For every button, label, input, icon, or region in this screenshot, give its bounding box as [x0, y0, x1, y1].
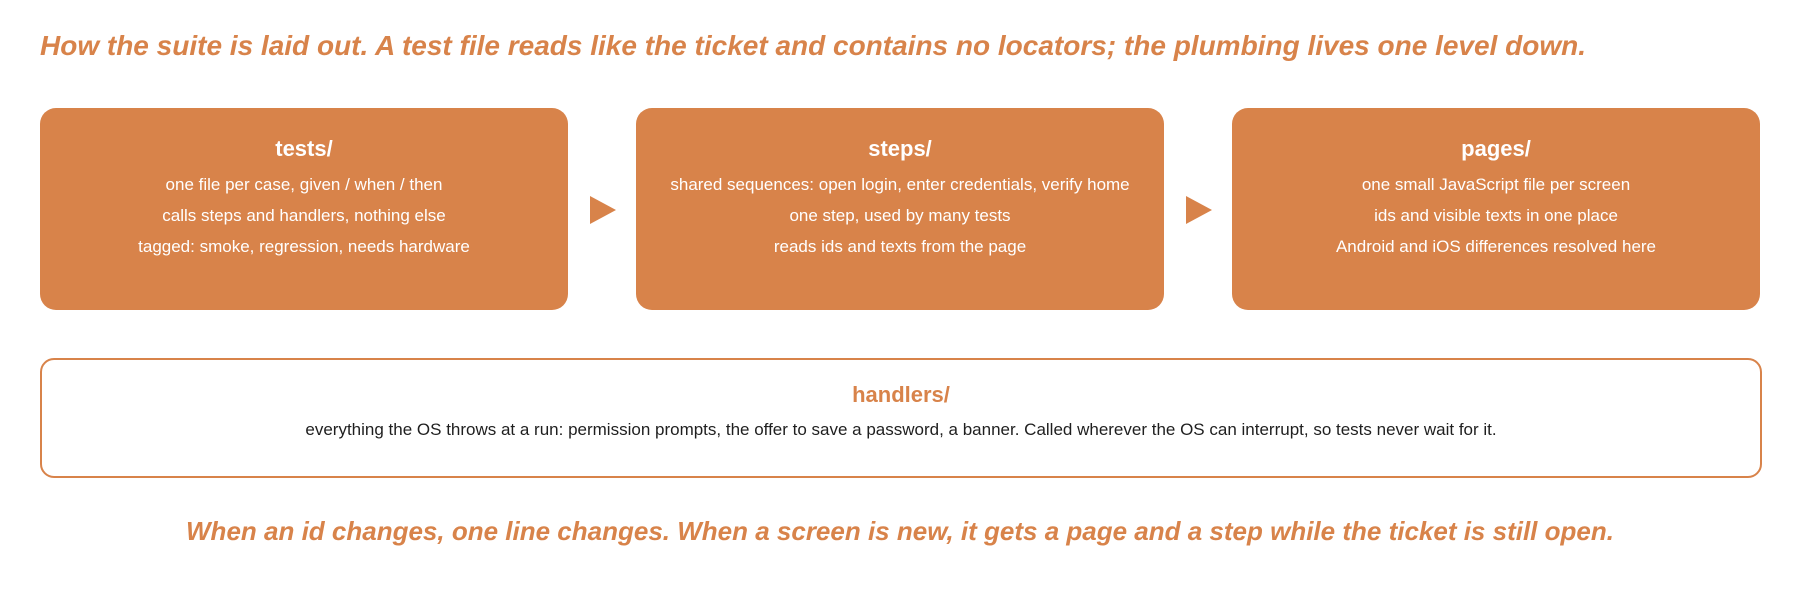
pages-box-line: ids and visible texts in one place: [1374, 206, 1618, 225]
pages-box-line: Android and iOS differences resolved here: [1335, 237, 1657, 256]
steps-box-title: steps/: [868, 136, 932, 161]
handlers-box-text: everything the OS throws at a run: permission prompts, the offer to save a password, a banner. Called wherever the OS can interrupt, so tests never wait for it.: [305, 420, 1497, 439]
pages-box-title: pages/: [1461, 136, 1531, 161]
footer-note: When an id changes, one line changes. When a screen is new, it gets a page and a step while the ticket is still open.: [186, 516, 1614, 546]
headline: How the suite is laid out. A test file reads like the ticket and contains no locators; the plumbing lives one level down.: [40, 30, 1586, 61]
pages-box: [1232, 108, 1760, 310]
pages-box-line: one small JavaScript file per screen: [1361, 175, 1631, 194]
steps-box-line: one step, used by many tests: [789, 206, 1011, 225]
tests-box-line: one file per case, given / when / then: [165, 175, 443, 194]
arrow-right-icon: [1186, 196, 1212, 224]
arrow-right-icon: [590, 196, 616, 224]
tests-box-line: calls steps and handlers, nothing else: [162, 206, 446, 225]
handlers-box: [40, 358, 1762, 478]
tests-box-line: tagged: smoke, regression, needs hardware: [138, 237, 470, 256]
steps-box-lines: [662, 172, 1138, 259]
handlers-box-title: handlers/: [852, 382, 950, 407]
tests-box: [40, 108, 568, 310]
steps-box: [636, 108, 1164, 310]
steps-box-line: reads ids and texts from the page: [773, 237, 1027, 256]
tests-box-title: tests/: [275, 136, 333, 161]
tests-box-lines: [66, 172, 542, 259]
pages-box-lines: [1258, 172, 1734, 259]
steps-box-line: shared sequences: open login, enter credentials, verify home: [670, 175, 1130, 194]
flow-row: [40, 108, 1762, 310]
